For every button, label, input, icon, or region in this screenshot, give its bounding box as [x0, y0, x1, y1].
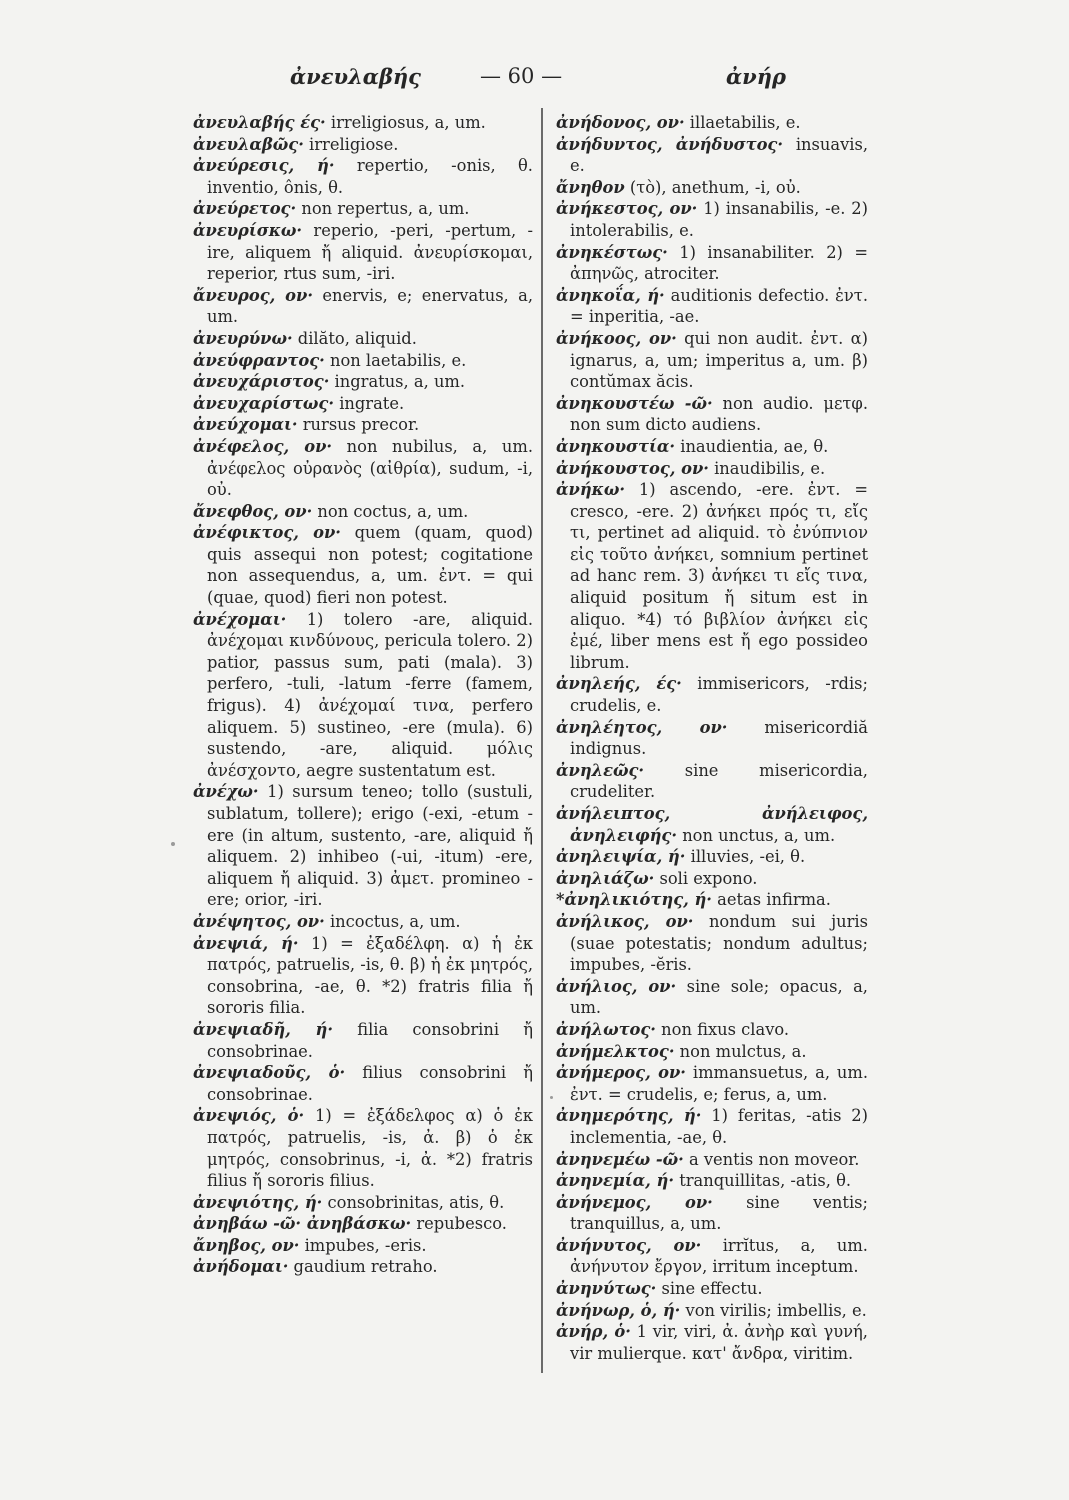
definition: non coctus, a, um. [312, 501, 469, 521]
dictionary-entry [556, 134, 868, 177]
definition: 1) = ἐξάδελφος α) ὁ ἐκ πατρός, patruelis, -is, ἀ. β) ὁ ἐκ μητρός, consobrinus, -i, ἀ. *2) fratris filius ἤ sororis filius. [207, 1106, 533, 1191]
definition: irreligiosus, a, um. [325, 113, 486, 132]
dictionary-entry [193, 501, 533, 523]
dictionary-entry [193, 1192, 533, 1214]
dictionary-entry [556, 436, 868, 458]
headword: ἀνήκεστος, ον· [556, 199, 698, 219]
headword: ἀνεψιαδῆ, ή· [193, 1019, 334, 1039]
dictionary-entry [556, 673, 868, 716]
headword: ἀνευχάριστος· [193, 372, 330, 392]
definition: misericordiă indignus. [570, 717, 869, 759]
dictionary-entry [556, 458, 868, 480]
dictionary-entry [556, 889, 868, 911]
definition: incoctus, a, um. [324, 911, 461, 931]
definition: 1 vir, viri, ἀ. ἀνὴρ καὶ γυνή, vir mulierque. κατ' ἄνδρα, viritim. [570, 1322, 868, 1363]
dictionary-entry [556, 760, 868, 803]
dictionary-entry [193, 609, 533, 782]
definition: 1) insanabiliter. 2) = ἀπηνῶς, atrociter. [570, 242, 868, 284]
dictionary-entry [193, 436, 533, 501]
dictionary-entry [193, 781, 533, 911]
definition: irreligiose. [303, 134, 399, 154]
dictionary-entry [193, 1256, 533, 1278]
definition: reperio, -peri, -pertum, -ire, aliquem ἤ aliquid. ἀνευρίσκομαι, reperior, rtus sum, -iri. [207, 220, 533, 284]
headword: ἀνηνύτως· [556, 1279, 657, 1299]
definition: non fixus clavo. [655, 1019, 790, 1039]
definition: tranquillitas, -atis, θ. [674, 1171, 852, 1191]
dictionary-entry [193, 1105, 533, 1191]
dictionary-entry [193, 1062, 533, 1105]
dictionary-entry [556, 803, 868, 846]
definition: von virilis; imbellis, e. [680, 1300, 867, 1320]
dictionary-entry [556, 177, 868, 199]
dictionary-entry [193, 285, 533, 328]
headword: ἀνηλεής, ές· [556, 674, 682, 694]
definition: 1) insanabilis, -e. 2) intolerabilis, e. [570, 199, 868, 240]
dictionary-entry [193, 134, 533, 156]
headword: ἀνήδυντος, ἀνήδυστος· [556, 134, 784, 154]
definition: non nubilus, a, um. ἀνέφελος οὐρανὸς (αἰθρία), sudum, -i, οὐ. [207, 436, 533, 500]
definition: filius consobrini ἤ consobrinae. [207, 1063, 533, 1104]
definition: ingrate. [334, 393, 405, 413]
dictionary-entry [193, 328, 533, 350]
dictionary-entry [556, 976, 868, 1019]
definition: consobrinitas, atis, θ. [322, 1192, 505, 1212]
headword: ἀνέχομαι· [193, 609, 287, 629]
headword: ἀνηκουστία· [556, 436, 676, 456]
dictionary-entry [193, 198, 533, 220]
definition: sine effectu. [656, 1279, 763, 1299]
definition: enervis, e; enervatus, a, um. [207, 285, 533, 327]
headword: ἀνευρύνω· [193, 328, 293, 348]
headword: ἀνήρ, ὁ· [556, 1322, 631, 1342]
definition: illaetabilis, e. [684, 113, 801, 132]
headword: ἀνηνεμία, ή· [556, 1171, 675, 1191]
headword: ἀνήλικος, ον· [556, 911, 694, 931]
headword: ἀνευλαβής ές· [193, 113, 326, 132]
headword: ἀνέφικτος, ον· [193, 523, 341, 543]
dictionary-entry [193, 933, 533, 1019]
dictionary-entry [556, 846, 868, 868]
headword: ἄνεφθος, ον· [193, 501, 313, 521]
definition: ingratus, a, um. [329, 372, 466, 392]
headword: ἀνηκοΐα, ή· [556, 285, 665, 305]
headword: ἀνηλεῶς· [556, 760, 645, 780]
dictionary-entry [556, 1149, 868, 1171]
dictionary-entry [556, 1192, 868, 1235]
headword: ἀνήμερος, ον· [556, 1063, 686, 1083]
dictionary-entry [556, 868, 868, 890]
headword: ἀνήνυτος, ον· [556, 1235, 702, 1255]
headword: ἄνηβος, ον· [193, 1235, 300, 1255]
dictionary-entry [193, 911, 533, 933]
definition: immansuetus, a, um. ἐντ. = crudelis, e; ferus, a, um. [570, 1063, 868, 1104]
headword: ἀνήδονος, ον· [556, 113, 685, 132]
headword: ἀνηλειψία, ή· [556, 847, 686, 867]
headword: ἀνηβάω -ῶ· ἀνηβάσκω· [193, 1214, 412, 1234]
definition: filia consobrini ἤ consobrinae. [207, 1019, 533, 1061]
definition: 1) sursum teneo; tollo (sustuli, sublatum, tollere); erigo (-exi, -etum -ere (in altum, sustento, -are, aliquid ἤ aliquem. 2) inhibeo (-ui, -itum) -ere, aliquem ἤ aliquid. 3) ἀμετ. promineo -ere; orior, -iri. [207, 782, 533, 910]
definition: nondum sui juris (suae potestatis; nondum adultus; impubes, -ĕris. [570, 911, 868, 975]
definition: repertio, -onis, θ. inventio, ônis, θ. [207, 156, 533, 197]
headword: ἀνεύχομαι· [193, 415, 298, 435]
dictionary-entry [556, 1300, 868, 1322]
definition: dilăto, aliquid. [292, 328, 417, 348]
headword: ἀνήμελκτος· [556, 1041, 675, 1061]
dictionary-entry [556, 112, 868, 134]
definition: non laetabilis, e. [324, 350, 467, 370]
headword: ἀνηνεμέω -ῶ· [556, 1149, 684, 1169]
headword: ἀνηλιάζω· [556, 868, 655, 888]
right-column [556, 112, 868, 1364]
headword: ἀνηκουστέω -ῶ· [556, 393, 713, 413]
definition: gaudium retraho. [288, 1257, 438, 1277]
headword: ἀνέφελος, ον· [193, 436, 333, 456]
headword: ἀνευχαρίστως· [193, 393, 335, 413]
dictionary-entry [556, 242, 868, 285]
definition: non repertus, a, um. [296, 199, 470, 219]
dictionary-entry [193, 1213, 533, 1235]
definition: illuvies, -ei, θ. [685, 847, 806, 867]
dictionary-entry [193, 414, 533, 436]
dictionary-entry [193, 155, 533, 198]
print-speck [171, 842, 175, 846]
column-divider [541, 108, 543, 1373]
definition: impubes, -eris. [299, 1235, 427, 1255]
headword: ἀνημερότης, ή· [556, 1106, 702, 1126]
headword: ἀνήνεμος, ον· [556, 1192, 713, 1212]
definition: immisericors, -rdis; crudelis, e. [570, 674, 868, 716]
dictionary-entry [193, 112, 533, 134]
headword: ἀνεύρετος· [193, 199, 297, 219]
definition: inaudientia, ae, θ. [675, 436, 829, 456]
dictionary-entry [556, 1235, 868, 1278]
definition: non audio. μετφ. non sum dicto audiens. [570, 393, 868, 435]
definition: sine misericordia, crudeliter. [570, 760, 868, 802]
definition: inaudibilis, e. [708, 458, 826, 478]
dictionary-entry [556, 393, 868, 436]
definition: insuavis, e. [570, 134, 869, 176]
definition: non unctus, a, um. [677, 825, 836, 845]
dictionary-entry [193, 393, 533, 415]
headword: ἀνήλειπτος, ἀνήλειφος, ἀνηλειφής· [556, 804, 868, 845]
definition: quem (quam, quod) quis assequi non potest; cogitatione non assequendus, a, um. ἐντ. = qui (quae, quod) fieri non potest. [207, 523, 533, 608]
definition: 1) feritas, -atis 2) inclementia, -ae, θ. [570, 1106, 868, 1147]
headword: ἀνεψιά, ή· [193, 933, 299, 953]
headword: ἀνήνωρ, ὁ, ή· [556, 1300, 681, 1320]
definition: a ventis non moveor. [683, 1149, 860, 1169]
page-number: — 60 — [480, 64, 563, 88]
dictionary-entry [556, 911, 868, 976]
definition: qui non audit. ἐντ. α) ignarus, a, um; imperitus a, um. β) contŭmax ăcis. [570, 328, 868, 392]
headword: ἀνήλιος, ον· [556, 976, 677, 996]
print-speck [550, 1096, 553, 1099]
headword: ἀνευλαβῶς· [193, 134, 304, 154]
headword: ἄνηθον [556, 177, 625, 197]
dictionary-entry [193, 350, 533, 372]
definition: sine sole; opacus, a, um. [570, 976, 868, 1018]
dictionary-entry [556, 198, 868, 241]
dictionary-entry [556, 479, 868, 673]
headword: ἀνεψιότης, ή· [193, 1192, 323, 1212]
dictionary-entry [193, 1019, 533, 1062]
dictionary-entry [193, 1235, 533, 1257]
definition: (τὸ), anethum, -i, οὐ. [624, 177, 801, 197]
headword: ἀνήδομαι· [193, 1257, 289, 1277]
running-head-left: ἀνευλαβής [290, 64, 421, 89]
headword: ἀνήκουστος, ον· [556, 458, 709, 478]
headword: *ἀνηλικιότης, ή· [556, 890, 712, 910]
dictionary-entry [556, 328, 868, 393]
definition: 1) = ἐξαδέλφη. α) ἡ ἐκ πατρός, patruelis, -is, θ. β) ἡ ἐκ μητρός, consobrina, -ae, θ. *2) fratris filia ἤ sororis filia. [207, 933, 533, 1018]
headword: ἀνήκοος, ον· [556, 328, 677, 348]
dictionary-entry [556, 1321, 868, 1364]
dictionary-entry [556, 1278, 868, 1300]
definition: 1) ascendo, -ere. ἐντ. = cresco, -ere. 2) ἀνήκει πρός τι, εἴς τι, pertinet ad aliquid. τὸ ἐνύπνιον εἰς τοῦτο ἀνήκει, somnium pertinet ad hanc rem. 3) ἀνήκει τι εἴς τινα, aliquid positum ἤ situm est in aliquo. *4) τό βιβλίον ἀνήκει εἰς ἐμέ, liber mens est ἤ ego possideo librum. [570, 480, 868, 672]
left-column [193, 112, 533, 1278]
definition: aetas infirma. [711, 890, 831, 910]
dictionary-entry [556, 717, 868, 760]
dictionary-entry [556, 285, 868, 328]
definition: irrĭtus, a, um. ἀνήνυτον ἔργον, irritum inceptum. [570, 1235, 868, 1277]
definition: rursus precor. [297, 415, 420, 435]
running-head-right: ἀνήρ [726, 64, 786, 89]
headword: ἀνευρίσκω· [193, 220, 303, 240]
headword: ἀνήκω· [556, 480, 626, 500]
dictionary-entry [556, 1041, 868, 1063]
dictionary-entry [556, 1062, 868, 1105]
headword: ἀνεύρεσις, ή· [193, 156, 335, 176]
definition: 1) tolero -are, aliquid. ἀνέχομαι κινδύνους, pericula tolero. 2) patior, passus sum, pati (mala). 3) perfero, -tuli, -latum -ferre (famem, frigus). 4) ἀνέχομαί τινα, perfero aliquem. 5) sustineo, -ere (mula). 6) sustendo, -are, aliquid. μόλις ἀνέσχοντο, aegre sustentatum est. [207, 609, 533, 780]
definition: auditionis defectio. ἐντ. = inperitia, -ae. [570, 285, 868, 327]
headword: ἀνεύφραντος· [193, 350, 325, 370]
dictionary-entry [193, 522, 533, 608]
definition: soli expono. [654, 868, 758, 888]
headword: ἀνέψητος, ον· [193, 911, 325, 931]
dictionary-entry [556, 1170, 868, 1192]
headword: ἀνηκέστως· [556, 242, 668, 262]
dictionary-entry [556, 1105, 868, 1148]
headword: ἀνεψιαδοῦς, ὁ· [193, 1063, 346, 1083]
headword: ἀνεψιός, ὁ· [193, 1106, 305, 1126]
dictionary-entry [556, 1019, 868, 1041]
headword: ἀνήλωτος· [556, 1019, 656, 1039]
headword: ἀνηλέητος, ον· [556, 717, 728, 737]
definition: non mulctus, a. [674, 1041, 807, 1061]
dictionary-entry [193, 371, 533, 393]
headword: ἄνευρος, ον· [193, 285, 313, 305]
headword: ἀνέχω· [193, 782, 259, 802]
definition: sine ventis; tranquillus, a, um. [570, 1192, 868, 1234]
definition: repubesco. [411, 1214, 507, 1234]
dictionary-entry [193, 220, 533, 285]
